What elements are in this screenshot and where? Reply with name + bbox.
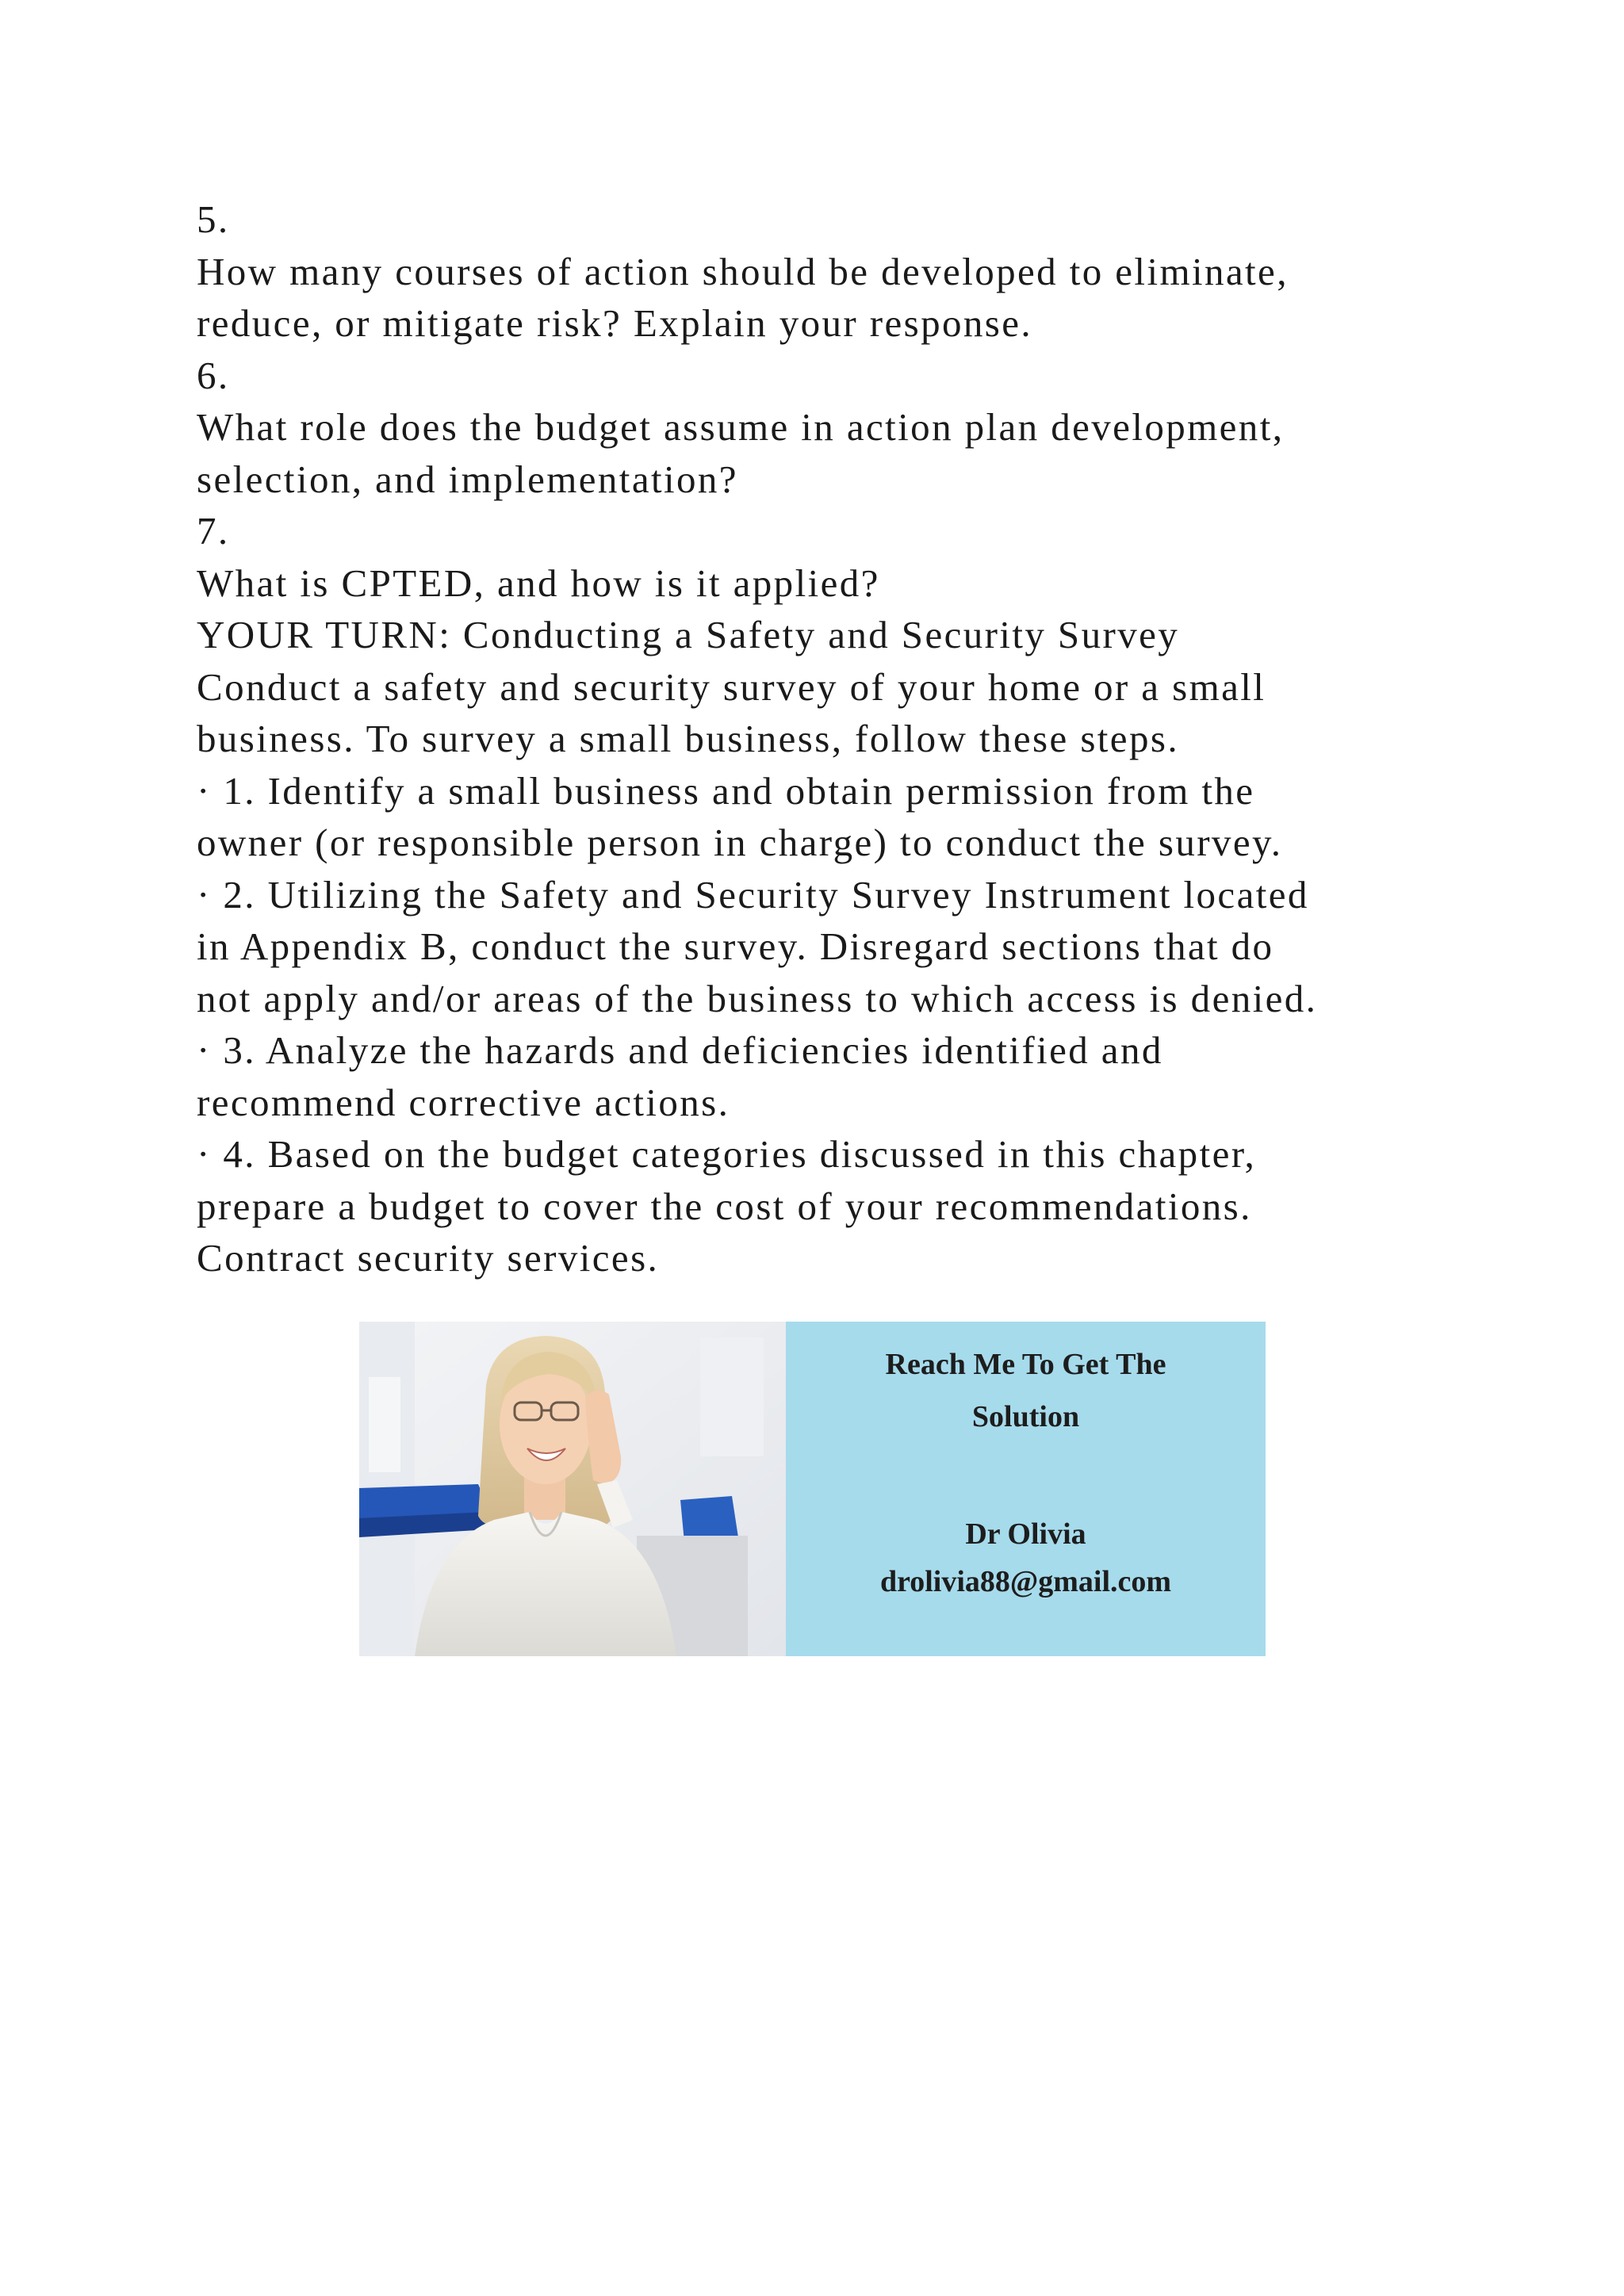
- step-4-line-1: · 4. Based on the budget categories discussed in this chapter,: [197, 1132, 1257, 1176]
- document-body: [197, 193, 1481, 1284]
- closing-line: Contract security services.: [197, 1236, 660, 1280]
- woman-with-glasses-photo: [359, 1322, 786, 1656]
- question-number-7: 7.: [197, 509, 230, 553]
- step-2-line-1: · 2. Utilizing the Safety and Security Survey Instrument located: [197, 872, 1309, 916]
- question-6-text-line-2: selection, and implementation?: [197, 457, 738, 501]
- step-1-line-2: owner (or responsible person in charge) to conduct the survey.: [197, 821, 1283, 864]
- intro-text-line-1: Conduct a safety and security survey of your home or a small: [197, 664, 1266, 709]
- ad-headline-line-1: Reach Me To Get The: [885, 1348, 1166, 1381]
- question-number-5: 5.: [197, 197, 230, 241]
- question-5-text-line-1: How many courses of action should be developed to eliminate,: [197, 249, 1289, 293]
- question-6-text-line-1: What role does the budget assume in action plan development,: [197, 405, 1285, 449]
- ad-contact-name: Dr Olivia: [965, 1517, 1086, 1551]
- step-4-line-2: prepare a budget to cover the cost of your recommendations.: [197, 1184, 1252, 1228]
- question-5-text-line-2: reduce, or mitigate risk? Explain your response.: [197, 301, 1033, 345]
- contact-ad-banner: [359, 1322, 1266, 1656]
- step-2-line-2: in Appendix B, conduct the survey. Disregard sections that do: [197, 924, 1274, 968]
- step-3-line-1: · 3. Analyze the hazards and deficiencies identified and: [197, 1028, 1163, 1072]
- step-3-line-2: recommend corrective actions.: [197, 1080, 730, 1124]
- contact-panel: [786, 1322, 1266, 1656]
- intro-text-line-2: business. To survey a small business, follow these steps.: [197, 717, 1179, 760]
- question-7-text: What is CPTED, and how is it applied?: [197, 561, 880, 605]
- ad-contact-email[interactable]: drolivia88@gmail.com: [879, 1565, 1172, 1598]
- step-2-line-3: not apply and/or areas of the business to which access is denied.: [197, 976, 1318, 1020]
- step-1-line-1: · 1. Identify a small business and obtain permission from the: [197, 768, 1255, 813]
- section-heading: YOUR TURN: Conducting a Safety and Security Survey: [197, 613, 1180, 656]
- ad-headline-line-2: Solution: [971, 1400, 1080, 1433]
- question-number-6: 6.: [197, 353, 230, 397]
